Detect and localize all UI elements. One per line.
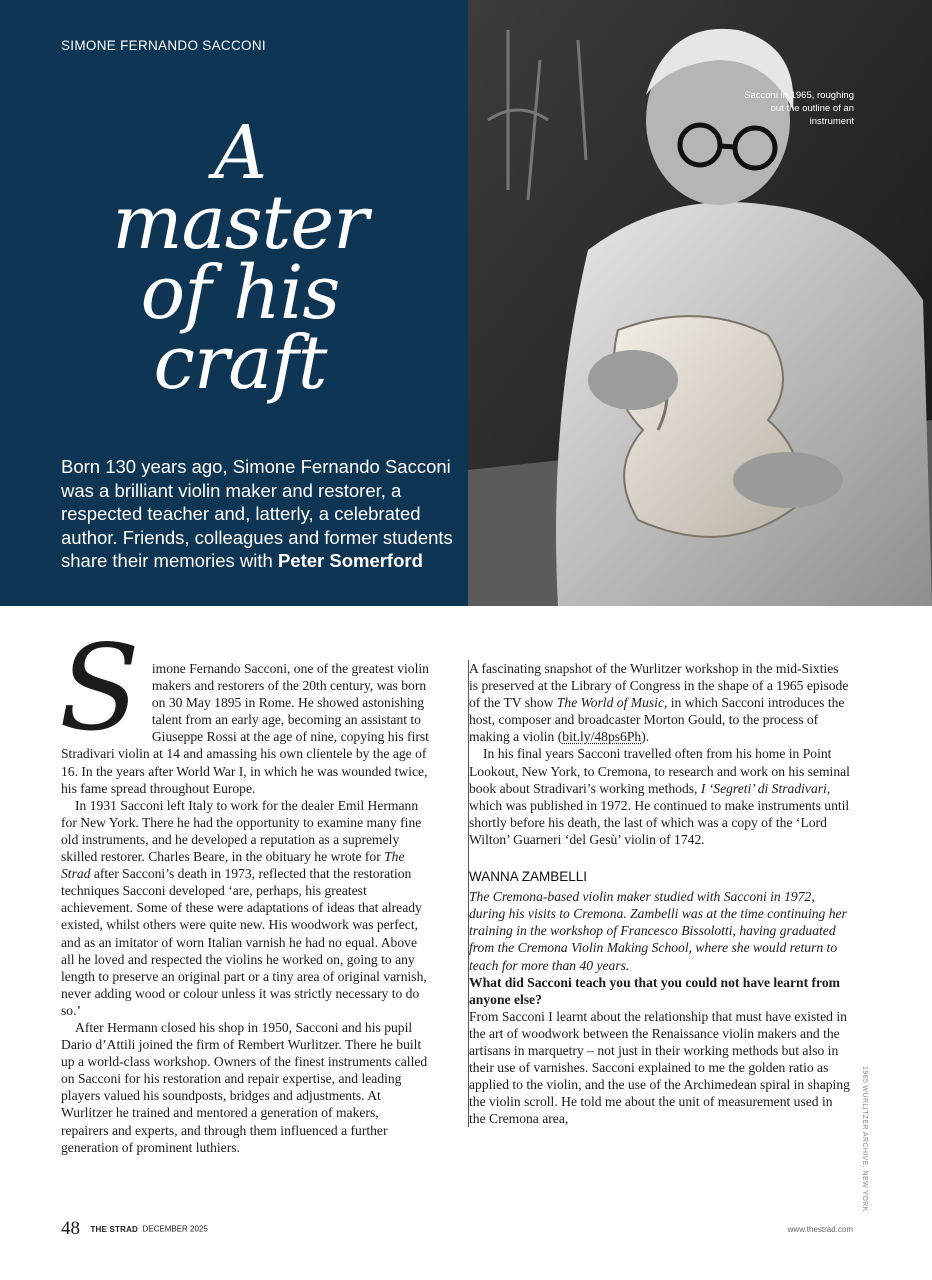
standfirst (61, 455, 456, 573)
interviewee-heading: WANNA ZAMBELLI (469, 869, 588, 885)
issue-date: DECEMBER 2025 (142, 1224, 208, 1234)
publication-title: The Strad (61, 849, 405, 882)
violin-maker-photo (468, 0, 932, 606)
headline-line: of his (140, 250, 340, 336)
section-kicker: SIMONE FERNANDO SACCONI (61, 38, 266, 53)
book-title: I ‘Segreti’ di Stradivari (700, 780, 827, 796)
paragraph-text: ). (641, 729, 650, 745)
body-column-right (468, 660, 850, 1127)
body-paragraph (469, 660, 850, 745)
magazine-name: THE STRAD (90, 1224, 139, 1234)
paragraph-text: A fascinating snapshot of the Wurlitzer workshop in the mid-Sixties is preserved at the Library of Congress in the shape of a 1965 episode of the TV show (469, 661, 849, 711)
headline-line: master (112, 180, 368, 266)
interviewee-intro: The Cremona-based violin maker studied with Sacconi in 1972, during his visits to Cremona. Zambelli was at the time continuing her training in the workshop of Francesco Bissolotti, having graduated from the Cremona Violin Making School, where she would return to teach for more than 40 years. (469, 889, 847, 973)
interview-question: What did Sacconi teach you that you could not have learnt from anyone else? (469, 974, 840, 1007)
headline-line: A (213, 110, 267, 196)
paragraph-text: after Sacconi’s death in 1973, reflected that the restoration techniques Sacconi developed ‘are, perhaps, his greatest achievement. Some of these were adaptations of ideas that already existed, whilst others were quite new. His woodwork was perfect, and as an imitator of worn Italian varnish he had no equal. Above all he loved and respected the violins he worked on, going to any length to preserve an original part or a tiny area of original varnish, never adding wood or colour unless it was strictly necessary to do so.’ (61, 866, 427, 1018)
website-url[interactable]: www.thestrad.com (787, 1225, 853, 1234)
body-paragraph (61, 797, 429, 1019)
photo-credit (858, 1066, 872, 1212)
body-paragraph (59, 619, 429, 797)
byline: Peter Somerford (277, 550, 423, 571)
photo-caption: Sacconi in 1965, roughing out the outline of an instrument (744, 90, 854, 127)
paragraph-text: imone Fernando Sacconi, one of the greatest violin makers and restorers of the 20th century, was born on 30 May 1895 in Rome. He showed astonishing talent from an early age, becoming an assistant to Giuseppe Rossi at the age of nine, copying his first Stradivari violin at 14 and amassing his own clientele by the age of 16. In the years after World War I, in which he was wounded twice, his fame spread throughout Europe. (61, 661, 429, 796)
show-title: The World of Music (556, 695, 664, 711)
video-link[interactable]: bit.ly/48ps6Ph (562, 729, 642, 745)
hero-photograph (468, 0, 932, 606)
standfirst-text: Born 130 years ago, Simone Fernando Sacconi was a brilliant violin maker and restorer, a respected teacher and, latterly, a celebrated author. Friends, colleagues and former students share their memories with (61, 456, 453, 571)
paragraph-text: In 1931 Sacconi left Italy to work for the dealer Emil Hermann for New York. There he had the opportunity to examine many fine old instruments, and he developed a reputation as a supremely skilled restorer. Charles Beare, in the obituary he wrote for (61, 797, 422, 865)
page-footer (61, 1218, 208, 1240)
paragraph-text: In his final years Sacconi travelled often from his home in Point Lookout, New York, to Cremona, to research and work on his seminal book about Stradivari’s working methods, (469, 746, 850, 796)
body-paragraph (469, 745, 850, 848)
photo-credit-text: 1965 WURLITZER ARCHIVE, NEW YORK (861, 1066, 868, 1212)
interview-answer: From Sacconi I learnt about the relationship that must have existed in the art of woodwork between the Renaissance violin makers and the artisans in marquetry – not just in their working methods but also in their use of varnishes. Sacconi explained to me the golden ratio as applied to the violin, and the use of the Archimedean spiral in shaping the violin scroll. He told me about the unit of measurement used in the Cremona area, (469, 1008, 850, 1127)
paragraph-text: , in which Sacconi introduces the host, composer and broadcaster Morton Gould, to the process of making a violin ( (469, 695, 845, 745)
page-number: 48 (61, 1218, 80, 1239)
headline (30, 110, 450, 406)
body-column-left (59, 619, 429, 1156)
body-paragraph: After Hermann closed his shop in 1950, Sacconi and his pupil Dario d’Attili joined the firm of Rembert Wurlitzer. There he built up a world-class workshop. Owners of the finest instruments called on Sacconi for his restoration and repair expertise, and leading players valued his soundposts, bridges and adjustments. At Wurlitzer he trained and mentored a generation of makers, repairers and experts, and through them influenced a further generation of prominent luthiers. (61, 1019, 428, 1155)
hero-panel (0, 0, 468, 606)
headline-line: craft (153, 320, 327, 406)
paragraph-text: , which was published in 1972. He continued to make instruments until shortly before his death, the last of which was a copy of the ‘Lord Wilton’ Guarneri ‘del Gesù’ violin of 1742. (469, 780, 850, 847)
drop-cap: S (59, 619, 140, 757)
